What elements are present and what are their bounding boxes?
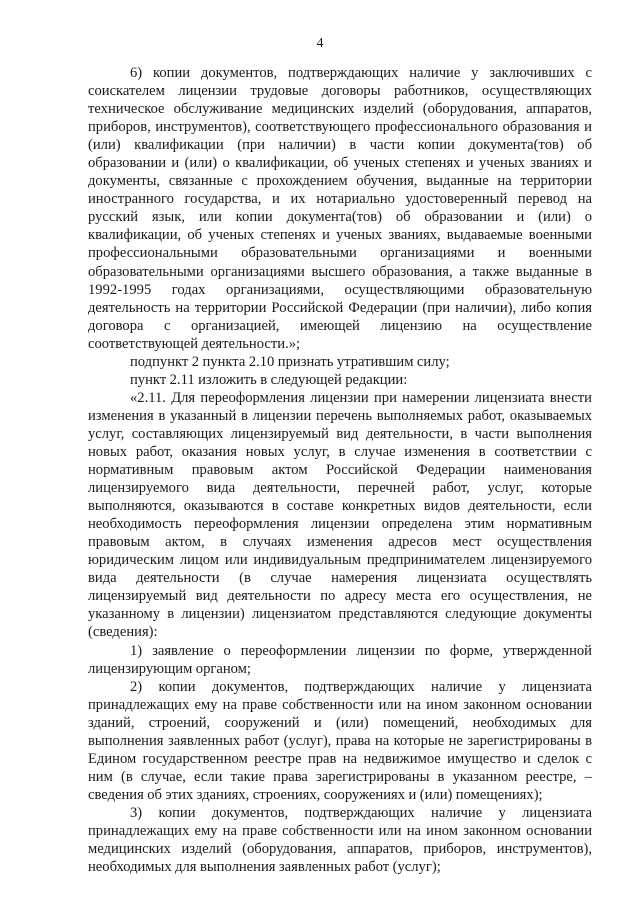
document-body	[88, 64, 592, 876]
paragraph-clause-2-11-intro: пункт 2.11 изложить в следующей редакции:	[130, 371, 408, 388]
paragraph-item-3-medical-devices: 3) копии документов, подтверждающих наличие у лицензиата принадлежащих ему на праве собственности или на ином законном основании медицинских изделий (оборудования, аппаратов, приборов, инструментов), необходимых для выполнения заявленных работ (услуг);	[88, 804, 592, 876]
paragraph-item-6-staff-qualification: 6) копии документов, подтверждающих наличие у заключивших с соискателем лицензии трудовые договоры работников, осуществляющих техническое обслуживание медицинских изделий (оборудования, аппаратов, приборов, инструментов), соответствующего профессионального образования и (или) квалификации (при наличии) в части копии документа(тов) об образовании и (или) о квалификации, об ученых степенях и ученых званиях и документы, связанные с прохождением обучения, выданные на территории иностранного государства, и их нотариально удостоверенный перевод на русский язык, или копии документа(тов) об образовании и (или) о квалификации, об ученых степенях и ученых званиях, выдаваемые военными профессиональными образовательными организациями и военными образовательными организациями высшего образования, а также выданные в 1992-1995 годах организациями, осуществляющими образовательную деятельность на территории Российской Федерации (при наличии), либо копия договора с организацией, имеющей лицензию на осуществление соответствующей деятельности.»;	[88, 65, 592, 352]
paragraph-clause-2-11-text: «2.11. Для переоформления лицензии при намерении лицензиата внести изменения в указанный в лицензии перечень выполняемых работ, оказываемых услуг, составляющих лицензируемый вид деятельности, в части выполнения новых работ, оказания новых услуг, в случае изменения в соответствии с нормативным правовым актом Российской Федерации наименования лицензируемого вида деятельности, перечней работ, услуг, которые выполняются, оказываются в составе конкретных видов деятельности, если необходимость переоформления лицензии определена этим нормативным правовым актом, в случаях изменения адресов мест осуществления юридическим лицом или индивидуальным предпринимателем лицензируемого вида деятельности (в случае намерения лицензиата осуществлять лицензируемый вид деятельности по адресу места его осуществления, не указанному в лицензии) лицензиатом представляются следующие документы (сведения):	[88, 389, 592, 641]
page-number: 4	[316, 36, 324, 51]
paragraph-item-2-premises: 2) копии документов, подтверждающих наличие у лицензиата принадлежащих ему на праве собственности или на ином законном основании зданий, строений, сооружений и (или) помещений, необходимых для выполнения заявленных работ (услуг), права на которые не зарегистрированы в Едином государственном реестре прав на недвижимое имущество и сделок с ним (в случае, если такие права зарегистрированы в указанном реестре, – сведения об этих зданиях, строениях, сооружениях и (или) помещениях);	[88, 678, 592, 803]
paragraph-subclause-2-10-repeal: подпункт 2 пункта 2.10 признать утратившим силу;	[130, 353, 450, 370]
paragraph-item-1-application: 1) заявление о переоформлении лицензии по форме, утвержденной лицензирующим органом;	[88, 642, 592, 677]
